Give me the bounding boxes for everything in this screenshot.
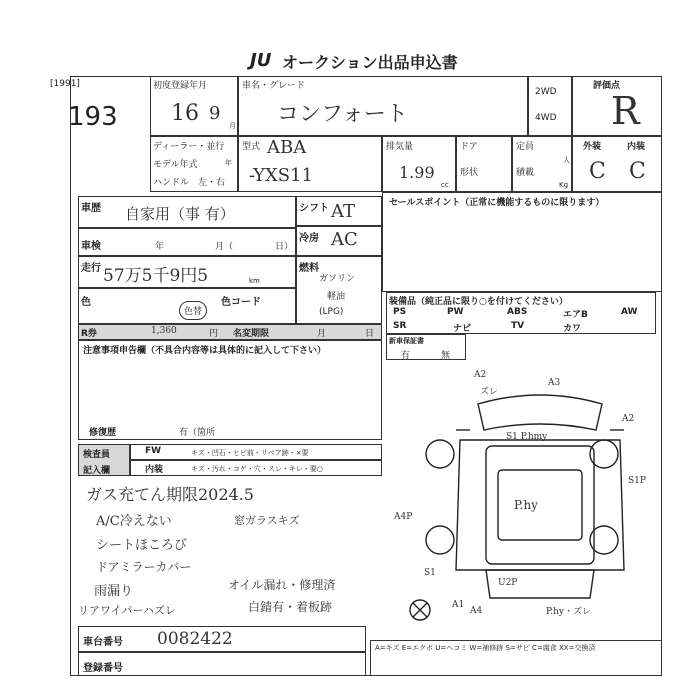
recycle-value: 1,360	[151, 326, 177, 336]
type-value-2: -YXS11	[249, 165, 314, 186]
legend-cell: A=キズ E=エクボ U=ヘコミ W=補修跡 S=サビ C=腐食 XX=交換済	[370, 640, 662, 676]
mark-a4p-left: A4P	[394, 512, 413, 522]
shift-cell: シフト AT	[296, 196, 382, 226]
mark-a2-right: A2	[622, 414, 635, 424]
ext-int-cell: 外装 内装 C C	[572, 136, 662, 192]
mark-s1p-right: S1P	[628, 476, 646, 486]
type-value-1: ABA	[267, 137, 307, 158]
mark-a3-top: A3	[548, 378, 561, 388]
note-rust: 白錆有・着板跡	[248, 600, 333, 614]
mark-s1-bottom: S1	[424, 568, 436, 578]
equip-leather: カワ	[563, 324, 582, 334]
equip-pw: PW	[447, 307, 464, 317]
warranty-cell: 新車保証書 有 無	[386, 334, 466, 360]
year-code: [1991]	[50, 79, 80, 89]
ac-cell: 冷房 AC	[296, 226, 382, 256]
form-title: オークション出品申込書	[282, 53, 458, 72]
dealer-cell: ディーラー・並行 モデル年式 年 ハンドル 左・右	[150, 136, 238, 192]
mark-center: P.hy	[514, 498, 538, 512]
mileage-value: 57万5千9円5	[103, 266, 209, 286]
displacement-value: 1.99	[399, 163, 435, 182]
equip-ps: PS	[393, 307, 407, 317]
ju-logo: JU	[250, 50, 272, 71]
note-leak: 雨漏り	[94, 584, 134, 599]
equip-navi: ナビ	[453, 324, 472, 334]
car-name-value: コンフォート	[277, 102, 408, 127]
mark-a4-bottom: A4	[470, 606, 483, 616]
ac-value: AC	[331, 229, 358, 250]
capacity-cell: 定員 人 積載 Kg	[512, 136, 572, 192]
usage-cell: 車歴 自家用（事 有）	[78, 196, 296, 228]
equip-abs: ABS	[507, 307, 528, 317]
first-reg-year: 16	[171, 101, 199, 126]
color-change: 色替	[179, 301, 207, 320]
mark-a2-top: A2	[474, 370, 487, 380]
vehicle-no-value: 0082422	[157, 629, 233, 649]
fuel-cell: 燃料 ガソリン 軽油 (LPG)	[296, 256, 382, 324]
color-cell: 色 色替 色コード	[78, 288, 296, 324]
fw-row: FW キズ・凹石・ヒビ前・リペア跡・×要	[130, 444, 382, 460]
note-gas: ガス充てん期限2024.5	[86, 485, 254, 504]
mileage-cell: 走行 57万5千9円5 km	[78, 256, 296, 288]
vehicle-no-cell: 車台番号 0082422	[78, 626, 366, 652]
door-cell: ドア 形状	[456, 136, 512, 192]
sales-point-cell: セールスポイント（正常に機能するものに限ります）	[382, 192, 662, 292]
equip-aw: AW	[621, 307, 638, 317]
note-glass: 窓ガラスキズ	[234, 514, 300, 527]
reg-no-cell: 登録番号	[78, 652, 366, 676]
equip-sr: SR	[393, 321, 407, 331]
drive-cell: 2WD 4WD	[528, 76, 572, 136]
type-cell: 型式 ABA -YXS11	[238, 136, 382, 192]
rating-cell: 評価点 R	[572, 76, 662, 136]
equipment-cell: 装備品（純正品に限り○を付けてください） PS PW ABS エアB AW SR ナビ TV カワ	[386, 292, 656, 334]
note-oil: オイル漏れ・修理済	[228, 578, 336, 592]
mark-a1-bottom: A1	[452, 600, 465, 610]
first-reg-cell: 初度登録年月 16 9 月	[150, 76, 238, 136]
shift-value: AT	[331, 201, 356, 222]
interior-value: C	[629, 159, 646, 184]
usage-value: 自家用（事 有）	[125, 205, 235, 223]
fuel-lpg: (LPG)	[319, 307, 344, 317]
inspector-cell: 検査員 記入欄	[78, 444, 130, 476]
equip-airbag: エアB	[563, 310, 588, 320]
exterior-value: C	[589, 159, 606, 184]
mark-s1p-hmy: S1 P.hmy	[506, 432, 548, 442]
note-mirror: ドアミラーカバー	[96, 560, 192, 574]
recycle-cell: R券 1,360 円 名変期限 月 日	[78, 324, 382, 340]
car-name-cell: 車名・グレード コンフォート	[238, 76, 528, 136]
inspection-cell: 車検 年 月（ 日）	[78, 228, 296, 256]
interior-row: 内装 キズ・汚れ・コゲ・穴・スレ・キレ・要○	[130, 460, 382, 476]
notes-cell: 注意事項申告欄（不具合内容等は具体的に記入して下さい） 修復歴 有（箇所	[78, 340, 382, 440]
lot-number: 193	[68, 102, 118, 132]
note-ac: A/C冷えない	[96, 514, 172, 529]
equip-tv: TV	[511, 321, 525, 331]
displacement-cell: 排気量 1.99 cc	[382, 136, 456, 192]
mark-bottom-right: P.hy・ズレ	[546, 607, 591, 617]
note-seat: シートほころび	[96, 538, 188, 553]
note-wiper: リアワイパーハズレ	[78, 604, 176, 617]
rating-value: R	[611, 89, 640, 133]
first-reg-month: 9	[209, 103, 221, 124]
mark-u2p: U2P	[498, 578, 518, 588]
mark-zure-top: ズレ	[480, 387, 499, 397]
